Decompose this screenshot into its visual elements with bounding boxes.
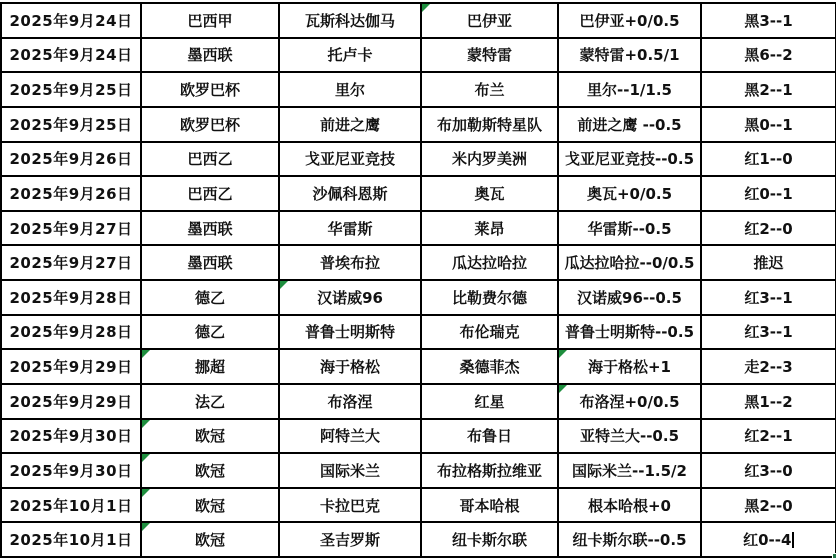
cell-text: 国际米兰--1.5/2 [572,461,687,480]
cell-text: 汉诺威96 [317,288,383,307]
cell-home-team[interactable] [279,3,421,38]
cell-away-team[interactable] [421,522,558,557]
text-cursor [792,532,794,548]
cell-bet-result[interactable] [701,488,836,523]
cell-text: 红3--1 [744,323,793,342]
cell-text: 卡拉巴克 [319,496,380,515]
cell-handicap-line[interactable] [558,211,701,246]
cell-league-name[interactable] [141,211,279,246]
cell-match-date[interactable] [1,107,141,142]
cell-bet-result[interactable] [701,3,836,38]
cell-text: 瓜达拉哈拉--0/0.5 [564,254,695,273]
cell-bet-result[interactable] [701,107,836,142]
cell-home-team[interactable] [279,280,421,315]
cell-away-team[interactable] [421,453,558,488]
cell-text: 2025年9月24日 [9,46,133,65]
cell-handicap-line[interactable] [558,522,701,557]
cell-text: 亚特兰大--0.5 [579,427,680,446]
cell-text: 红1--0 [744,150,793,169]
cell-league-name[interactable] [141,419,279,454]
cell-text: 华雷斯 [327,219,373,238]
cell-text: 戈亚尼亚竞技--0.5 [564,150,695,169]
cell-bet-result[interactable] [701,245,836,280]
error-indicator-icon [280,281,288,289]
cell-text: 巴西乙 [187,184,233,203]
table-row [1,419,836,454]
cell-home-team[interactable] [279,522,421,557]
table-row [1,453,836,488]
cell-text: 蒙特雷 [466,46,512,65]
cell-text: 瓦斯科达伽马 [304,11,395,30]
cell-handicap-line[interactable] [558,419,701,454]
cell-text: 纽卡斯尔联--0.5 [572,531,687,550]
cell-text: 华雷斯--0.5 [587,219,672,238]
cell-text: 海于格松+1 [587,358,671,377]
table-row [1,522,836,557]
cell-away-team[interactable] [421,488,558,523]
cell-text: 奥瓦+0/0.5 [586,184,673,203]
cell-text: 2025年9月30日 [9,461,133,480]
cell-text: 2025年9月29日 [9,392,133,411]
cell-away-team[interactable] [421,211,558,246]
cell-text: 里尔--1/1.5 [587,81,672,100]
cell-match-date[interactable] [1,142,141,177]
cell-text: 2025年9月24日 [9,11,133,30]
cell-text: 瓜达拉哈拉 [451,254,527,273]
cell-handicap-line[interactable] [558,72,701,107]
cell-league-name[interactable] [141,3,279,38]
cell-text: 2025年10月1日 [9,531,133,550]
cell-text: 比勒费尔德 [451,288,527,307]
cell-home-team[interactable] [279,453,421,488]
cell-away-team[interactable] [421,419,558,454]
cell-home-team[interactable] [279,488,421,523]
cell-match-date[interactable] [1,72,141,107]
cell-handicap-line[interactable] [558,142,701,177]
cell-text: 布加勒斯特星队 [436,115,542,134]
table-row [1,349,836,384]
cell-league-name[interactable] [141,522,279,557]
cell-league-name[interactable] [141,384,279,419]
cell-match-date[interactable] [1,453,141,488]
table-row [1,107,836,142]
table-row [1,176,836,211]
cell-text: 欧冠 [194,427,225,446]
cell-away-team[interactable] [421,280,558,315]
table-row [1,488,836,523]
cell-text: 墨西联 [187,254,233,273]
error-indicator-icon [142,454,150,462]
cell-bet-result[interactable] [701,176,836,211]
cell-home-team[interactable] [279,38,421,73]
cell-league-name[interactable] [141,38,279,73]
cell-text: 红3--0 [744,461,793,480]
error-indicator-icon [142,350,150,358]
cell-text: 国际米兰 [319,461,380,480]
cell-match-date[interactable] [1,38,141,73]
cell-text: 海于格松 [319,358,380,377]
cell-text: 欧冠 [194,531,225,550]
cell-text: 推迟 [753,254,784,273]
fill-handle[interactable] [832,553,836,559]
table-body [1,3,836,557]
cell-text: 普鲁士明斯特--0.5 [564,323,695,342]
cell-text: 2025年10月1日 [9,496,133,515]
cell-match-date[interactable] [1,419,141,454]
cell-league-name[interactable] [141,176,279,211]
cell-text: 2025年9月25日 [9,115,133,134]
cell-text: 红2--1 [744,427,793,446]
cell-league-name[interactable] [141,488,279,523]
cell-text: 走2--3 [744,358,793,377]
cell-league-name[interactable] [141,72,279,107]
cell-match-date[interactable] [1,176,141,211]
cell-away-team[interactable] [421,142,558,177]
cell-text: 黑2--0 [744,496,793,515]
cell-league-name[interactable] [141,453,279,488]
error-indicator-icon [142,420,150,428]
cell-text: 根本哈根+0 [587,496,671,515]
table-row [1,245,836,280]
cell-text: 黑0--1 [744,115,793,134]
cell-away-team[interactable] [421,38,558,73]
cell-handicap-line[interactable] [558,384,701,419]
cell-league-name[interactable] [141,315,279,350]
error-indicator-icon [559,350,567,358]
cell-text: 巴西乙 [187,150,233,169]
table-row [1,72,836,107]
cell-text: 欧冠 [194,461,225,480]
active-cell-editing[interactable] [701,522,836,557]
cell-match-date[interactable] [1,280,141,315]
cell-text: 巴伊亚+0/0.5 [579,11,680,30]
cell-text: 红星 [474,392,505,411]
cell-text: 2025年9月28日 [9,323,133,342]
table-row [1,384,836,419]
cell-away-team[interactable] [421,245,558,280]
cell-text: 布洛涅+0/0.5 [579,392,680,411]
cell-match-date[interactable] [1,384,141,419]
table-row [1,142,836,177]
cell-handicap-line[interactable] [558,349,701,384]
cell-away-team[interactable] [421,315,558,350]
cell-text: 奥瓦 [474,184,505,203]
cell-home-team[interactable] [279,384,421,419]
cell-text: 德乙 [194,323,225,342]
cell-text: 法乙 [194,392,225,411]
cell-text: 前进之鹰 --0.5 [577,115,682,134]
cell-home-team[interactable] [279,142,421,177]
cell-home-team[interactable] [279,245,421,280]
cell-away-team[interactable] [421,176,558,211]
cell-match-date[interactable] [1,315,141,350]
cell-handicap-line[interactable] [558,280,701,315]
cell-text: 墨西联 [187,46,233,65]
cell-handicap-line[interactable] [558,3,701,38]
cell-away-team[interactable] [421,72,558,107]
cell-text: 2025年9月28日 [9,288,133,307]
cell-text: 阿特兰大 [319,427,380,446]
cell-text: 红2--0 [744,219,793,238]
cell-league-name[interactable] [141,245,279,280]
cell-text: 前进之鹰 [319,115,380,134]
cell-bet-result[interactable] [701,453,836,488]
cell-text: 桑德菲杰 [459,358,520,377]
cell-match-date[interactable] [1,3,141,38]
cell-away-team[interactable] [421,107,558,142]
cell-text: 2025年9月27日 [9,254,133,273]
cell-text: 布拉格斯拉维亚 [436,461,542,480]
cell-text: 2025年9月27日 [9,219,133,238]
cell-league-name[interactable] [141,349,279,384]
cell-match-date[interactable] [1,522,141,557]
cell-handicap-line[interactable] [558,488,701,523]
cell-text: 普埃布拉 [319,254,380,273]
cell-text: 2025年9月30日 [9,427,133,446]
table-row [1,3,836,38]
cell-text: 2025年9月26日 [9,184,133,203]
cell-handicap-line[interactable] [558,107,701,142]
table-row [1,315,836,350]
cell-home-team[interactable] [279,107,421,142]
cell-bet-result[interactable] [701,142,836,177]
cell-text: 2025年9月25日 [9,81,133,100]
cell-text: 巴伊亚 [466,11,512,30]
cell-bet-result[interactable] [701,384,836,419]
cell-text: 欧罗巴杯 [179,115,240,134]
cell-home-team[interactable] [279,211,421,246]
cell-home-team[interactable] [279,349,421,384]
cell-text: 挪超 [194,358,225,377]
cell-bet-result[interactable] [701,349,836,384]
cell-text: 哥本哈根 [459,496,520,515]
cell-text: 2025年9月26日 [9,150,133,169]
cell-text: 戈亚尼亚竞技 [304,150,395,169]
cell-text: 欧冠 [194,496,225,515]
cell-bet-result[interactable] [701,315,836,350]
cell-league-name[interactable] [141,280,279,315]
cell-text: 莱昂 [474,219,505,238]
cell-match-date[interactable] [1,245,141,280]
cell-match-date[interactable] [1,488,141,523]
cell-text: 黑3--1 [744,11,793,30]
cell-text: 布兰 [474,81,505,100]
cell-home-team[interactable] [279,419,421,454]
cell-bet-result[interactable] [701,280,836,315]
cell-away-team[interactable] [421,384,558,419]
cell-text: 托卢卡 [327,46,373,65]
cell-text: 里尔 [334,81,365,100]
cell-text: 黑2--1 [744,81,793,100]
cell-bet-result[interactable] [701,72,836,107]
table-row [1,280,836,315]
cell-text: 沙佩科恩斯 [312,184,388,203]
cell-text: 米内罗美洲 [451,150,527,169]
cell-text: 布鲁日 [466,427,512,446]
error-indicator-icon [559,385,567,393]
cell-handicap-line[interactable] [558,453,701,488]
cell-handicap-line[interactable] [558,38,701,73]
cell-home-team[interactable] [279,72,421,107]
cell-text: 普鲁士明斯特 [304,323,395,342]
cell-text: 纽卡斯尔联 [451,531,527,550]
table-row [1,211,836,246]
cell-handicap-line[interactable] [558,245,701,280]
error-indicator-icon [422,4,430,12]
match-table [0,2,836,558]
cell-text: 蒙特雷+0.5/1 [579,46,680,65]
cell-league-name[interactable] [141,142,279,177]
cell-text: 布伦瑞克 [459,323,520,342]
cell-text: 红0--4 [743,531,792,550]
cell-text: 2025年9月29日 [9,358,133,377]
cell-bet-result[interactable] [701,211,836,246]
cell-league-name[interactable] [141,107,279,142]
cell-bet-result[interactable] [701,38,836,73]
cell-match-date[interactable] [1,349,141,384]
table-row [1,38,836,73]
cell-text: 汉诺威96--0.5 [577,288,682,307]
error-indicator-icon [142,489,150,497]
cell-bet-result[interactable] [701,419,836,454]
cell-home-team[interactable] [279,176,421,211]
cell-text: 红0--1 [744,184,793,203]
cell-text: 墨西联 [187,219,233,238]
cell-text: 黑1--2 [744,392,793,411]
cell-text: 布洛涅 [327,392,373,411]
cell-text: 巴西甲 [187,11,233,30]
cell-handicap-line[interactable] [558,176,701,211]
cell-match-date[interactable] [1,211,141,246]
cell-home-team[interactable] [279,315,421,350]
cell-text: 德乙 [194,288,225,307]
cell-text: 欧罗巴杯 [179,81,240,100]
cell-away-team[interactable] [421,3,558,38]
cell-text: 红3--1 [744,288,793,307]
cell-text: 圣吉罗斯 [319,531,380,550]
cell-away-team[interactable] [421,349,558,384]
cell-text: 黑6--2 [744,46,793,65]
cell-handicap-line[interactable] [558,315,701,350]
error-indicator-icon [142,523,150,531]
